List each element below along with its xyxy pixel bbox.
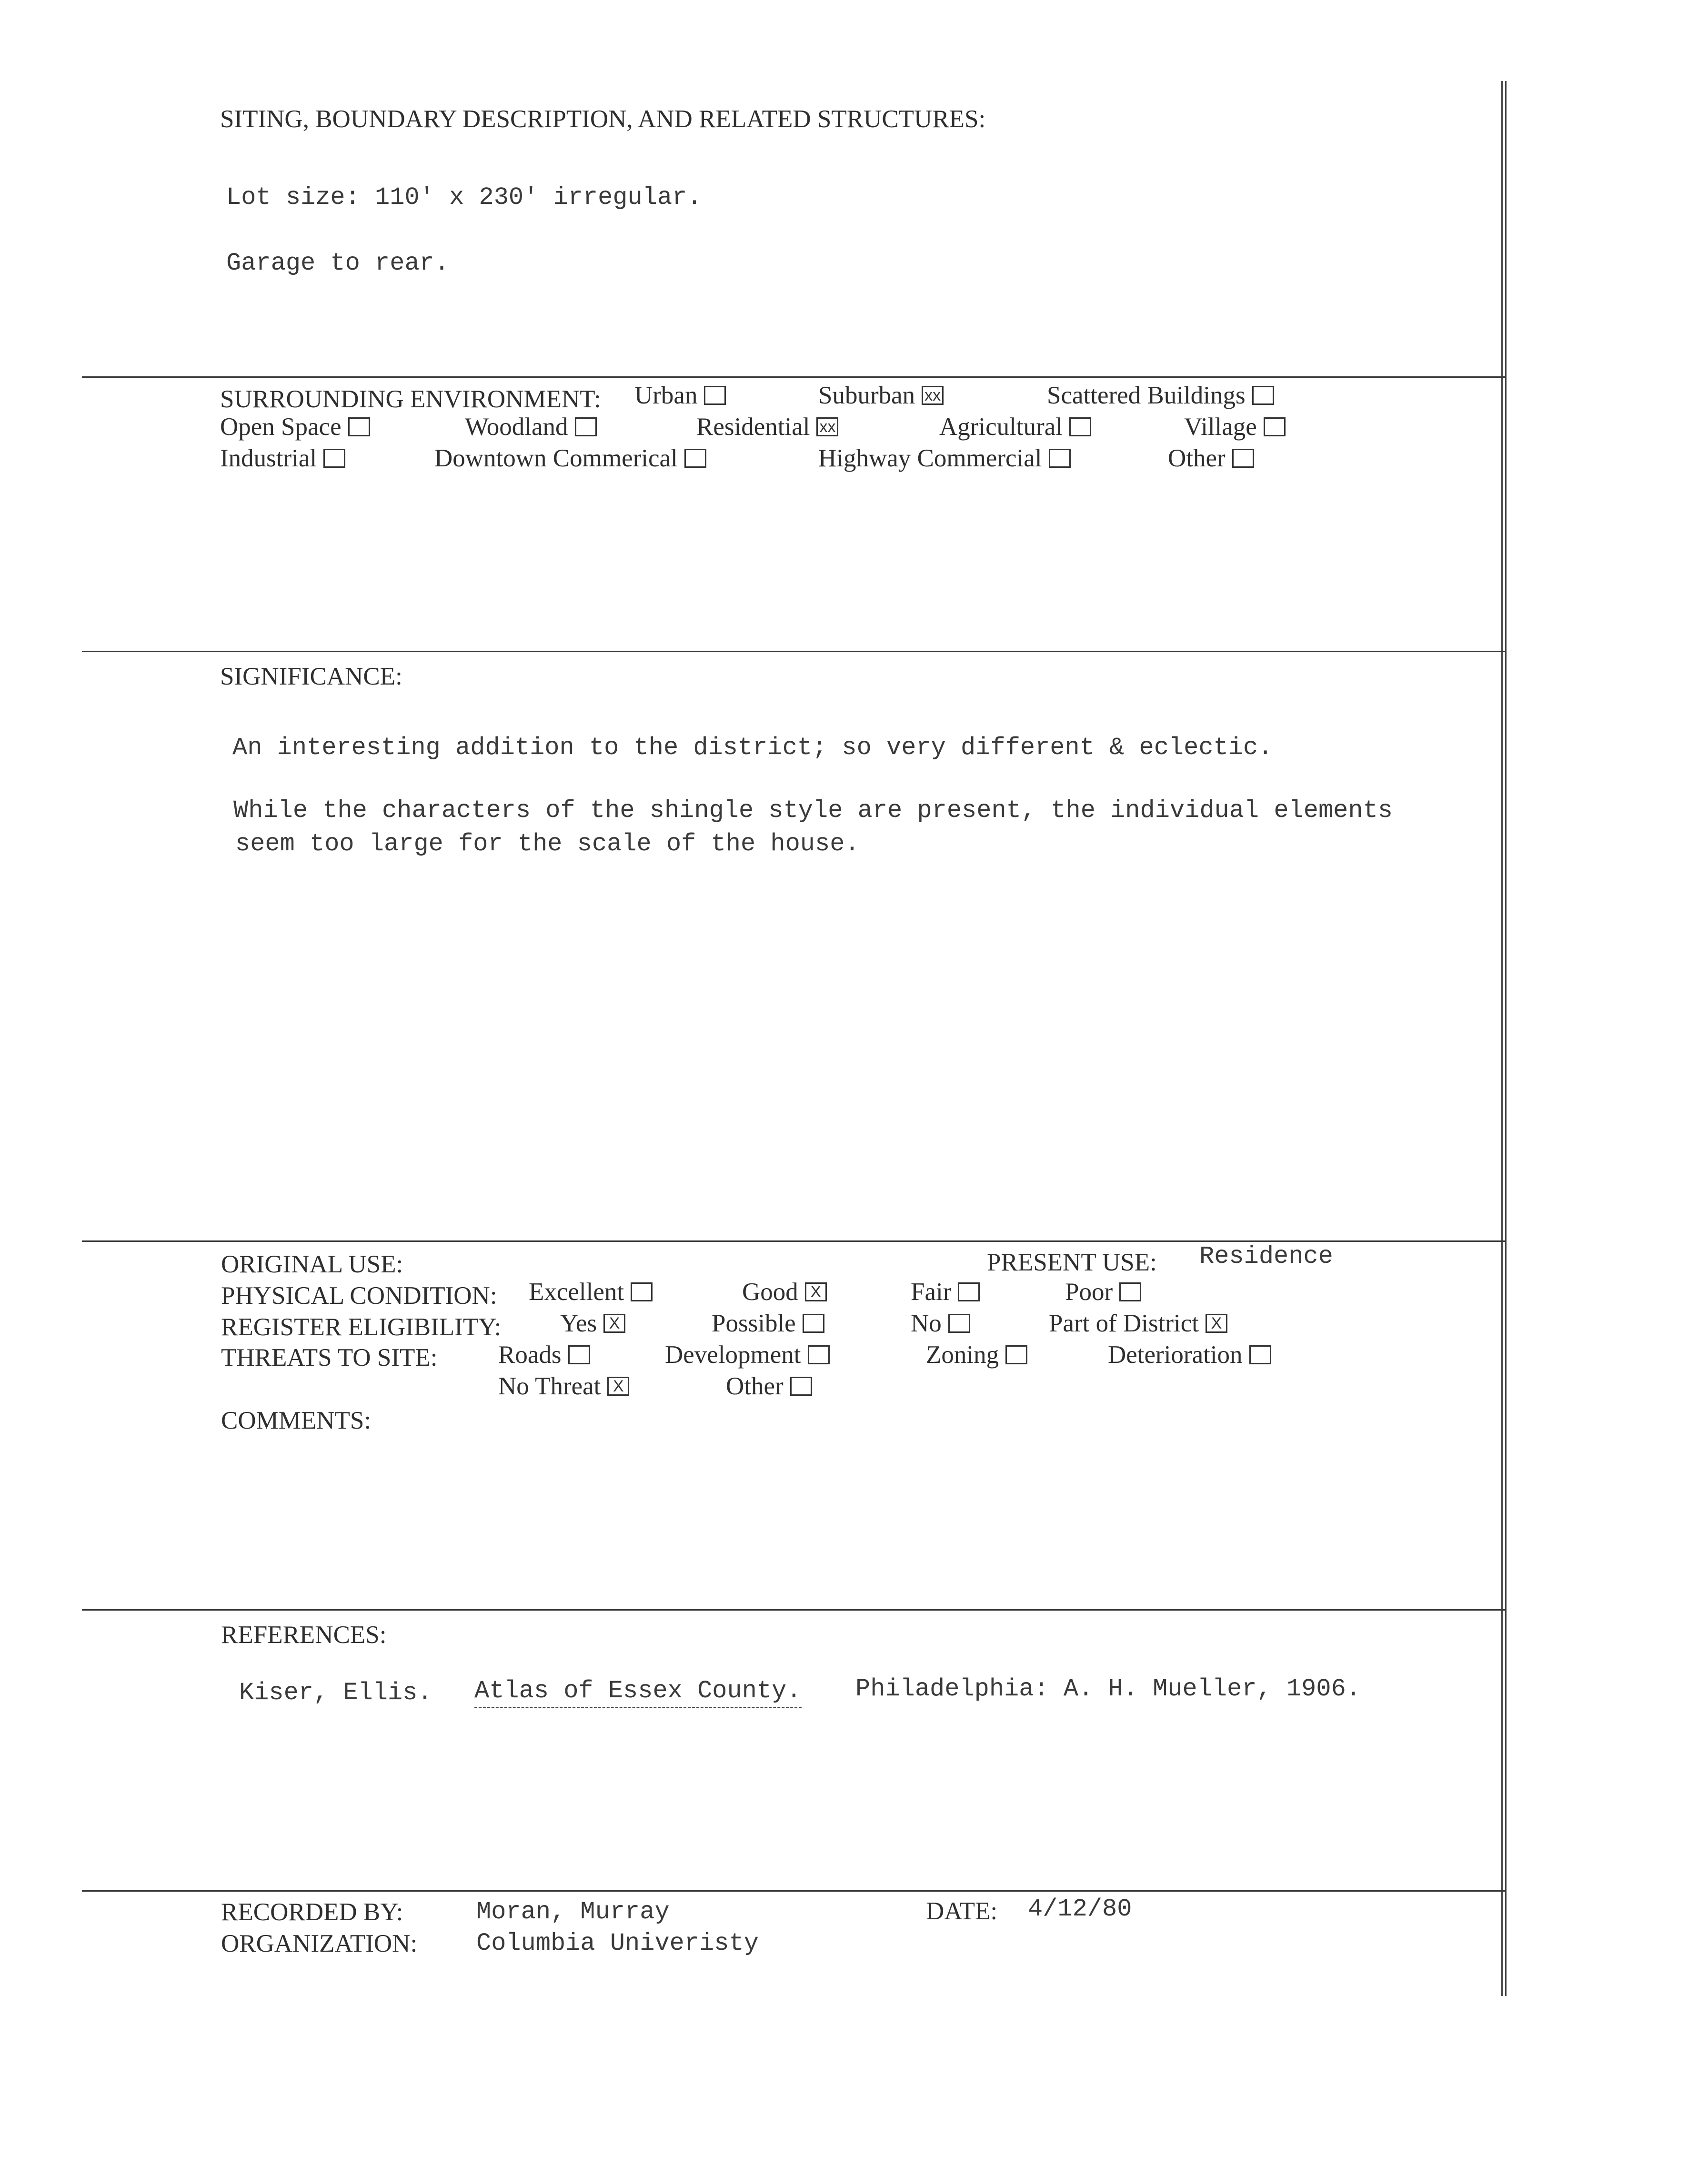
option-good[interactable]: Good X	[742, 1278, 827, 1306]
option-other-threat[interactable]: Other	[726, 1372, 812, 1401]
original-use-label: ORIGINAL USE:	[221, 1250, 403, 1278]
option-urban[interactable]: Urban	[634, 381, 726, 410]
comments-label: COMMENTS:	[221, 1407, 372, 1434]
checkbox-good[interactable]: X	[805, 1282, 827, 1301]
physical-condition-label: PHYSICAL CONDITION:	[221, 1282, 497, 1310]
siting-line-2: Garage to rear.	[226, 249, 450, 277]
divider-2	[82, 651, 1506, 652]
register-eligibility-label: REGISTER ELIGIBILITY:	[221, 1313, 502, 1341]
right-border	[1501, 81, 1503, 1996]
option-fair[interactable]: Fair	[911, 1278, 980, 1306]
reference-publisher: Philadelphia: A. H. Mueller, 1906.	[855, 1675, 1361, 1703]
divider-1	[82, 376, 1506, 378]
environment-heading: SURROUNDING ENVIRONMENT:	[220, 385, 601, 413]
divider-4	[82, 1609, 1506, 1611]
right-border-inner	[1505, 81, 1507, 1996]
option-zoning[interactable]: Zoning	[926, 1341, 1027, 1369]
checkbox-roads[interactable]	[568, 1345, 590, 1364]
option-possible[interactable]: Possible	[712, 1309, 824, 1338]
option-residential[interactable]: Residential xx	[696, 413, 838, 441]
checkbox-excellent[interactable]	[631, 1282, 653, 1301]
checkbox-highway-commercial[interactable]	[1049, 449, 1071, 468]
option-suburban[interactable]: Suburban xx	[818, 381, 944, 410]
checkbox-zoning[interactable]	[1005, 1345, 1027, 1364]
checkbox-no[interactable]	[948, 1314, 970, 1333]
option-excellent[interactable]: Excellent	[529, 1278, 653, 1306]
checkbox-woodland[interactable]	[575, 417, 597, 436]
checkbox-fair[interactable]	[958, 1282, 980, 1301]
option-part-of-district[interactable]: Part of District X	[1049, 1309, 1227, 1338]
option-village[interactable]: Village	[1184, 413, 1286, 441]
references-heading: REFERENCES:	[221, 1621, 387, 1649]
divider-5	[82, 1890, 1506, 1892]
siting-line-1: Lot size: 110' x 230' irregular.	[226, 183, 702, 212]
date-label: DATE:	[926, 1897, 998, 1925]
checkbox-scattered-buildings[interactable]	[1252, 386, 1274, 405]
checkbox-yes[interactable]: X	[603, 1314, 625, 1333]
option-agricultural[interactable]: Agricultural	[939, 413, 1091, 441]
option-downtown-commercial[interactable]: Downtown Commerical	[434, 444, 706, 473]
checkbox-industrial[interactable]	[323, 449, 345, 468]
option-yes[interactable]: Yes X	[560, 1309, 625, 1338]
checkbox-development[interactable]	[808, 1345, 830, 1364]
checkbox-agricultural[interactable]	[1069, 417, 1091, 436]
option-highway-commercial[interactable]: Highway Commercial	[818, 444, 1071, 473]
organization-value: Columbia Univeristy	[476, 1929, 759, 1957]
option-other-environment[interactable]: Other	[1168, 444, 1254, 473]
option-open-space[interactable]: Open Space	[220, 413, 370, 441]
siting-heading: SITING, BOUNDARY DESCRIPTION, AND RELATED STRUCTURES:	[220, 105, 986, 133]
checkbox-part-of-district[interactable]: X	[1206, 1314, 1227, 1333]
checkbox-open-space[interactable]	[348, 417, 370, 436]
checkbox-suburban[interactable]: xx	[922, 386, 944, 405]
recorded-by-label: RECORDED BY:	[221, 1898, 403, 1926]
present-use-value: Residence	[1199, 1242, 1333, 1270]
organization-label: ORGANIZATION:	[221, 1930, 418, 1957]
checkbox-deterioration[interactable]	[1249, 1345, 1271, 1364]
option-industrial[interactable]: Industrial	[220, 444, 345, 473]
checkbox-village[interactable]	[1264, 417, 1286, 436]
recorded-by-value: Moran, Murray	[476, 1898, 670, 1926]
checkbox-poor[interactable]	[1119, 1282, 1141, 1301]
option-poor[interactable]: Poor	[1065, 1278, 1141, 1306]
checkbox-downtown-commercial[interactable]	[684, 449, 706, 468]
reference-title: Atlas of Essex County.	[474, 1677, 802, 1708]
significance-line-2: While the characters of the shingle style are present, the individual elements	[233, 796, 1393, 825]
option-deterioration[interactable]: Deterioration	[1108, 1341, 1271, 1369]
option-woodland[interactable]: Woodland	[465, 413, 597, 441]
checkbox-possible[interactable]	[803, 1314, 824, 1333]
reference-author: Kiser, Ellis.	[239, 1679, 432, 1707]
option-roads[interactable]: Roads	[498, 1341, 590, 1369]
checkbox-other-threat[interactable]	[790, 1377, 812, 1396]
date-value: 4/12/80	[1028, 1895, 1132, 1923]
checkbox-urban[interactable]	[704, 386, 726, 405]
option-development[interactable]: Development	[665, 1341, 830, 1369]
option-no[interactable]: No	[911, 1309, 970, 1338]
option-scattered-buildings[interactable]: Scattered Buildings	[1047, 381, 1274, 410]
significance-line-1: An interesting addition to the district; so very different & eclectic.	[232, 734, 1273, 762]
option-no-threat[interactable]: No Threat X	[498, 1372, 629, 1401]
significance-heading: SIGNIFICANCE:	[220, 663, 402, 690]
significance-line-3: seem too large for the scale of the house.	[235, 830, 860, 858]
checkbox-no-threat[interactable]: X	[607, 1377, 629, 1396]
checkbox-residential[interactable]: xx	[816, 417, 838, 436]
present-use-label: PRESENT USE:	[987, 1249, 1157, 1276]
threats-label: THREATS TO SITE:	[221, 1344, 438, 1371]
checkbox-other-environment[interactable]	[1232, 449, 1254, 468]
divider-3	[82, 1240, 1506, 1242]
